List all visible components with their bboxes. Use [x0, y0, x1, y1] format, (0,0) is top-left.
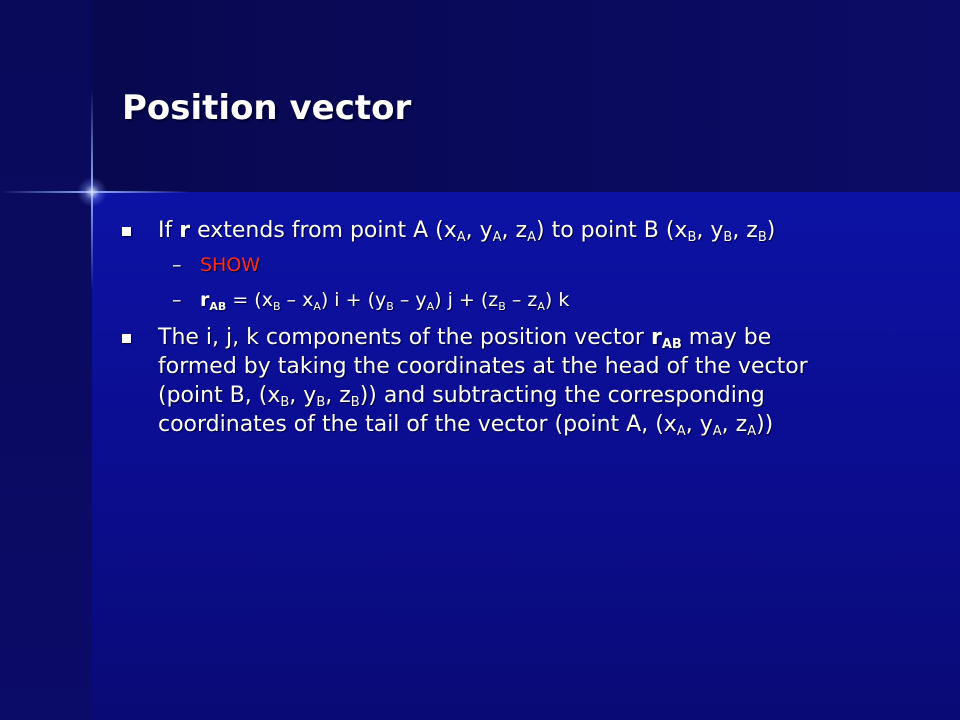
- vector-r: r: [179, 218, 191, 243]
- dash-bullet-icon: –: [172, 254, 182, 276]
- left-band: [0, 0, 92, 720]
- vector-r: r: [650, 325, 662, 350]
- show-label: SHOW: [200, 254, 261, 276]
- bullet-list: [120, 216, 840, 447]
- square-bullet-icon: [122, 227, 131, 236]
- dash-bullet-icon: –: [172, 289, 182, 311]
- bullet-item-r-extends: If r extends from point A ($x_A$, $y_A$, $z_A$) to point B ($x_B$, $y_B$, $z_B$): [120, 216, 840, 245]
- vector-r: r: [200, 289, 210, 311]
- sub-item-formula: – $r_{AB} = (x_B - x_A) i + (y_B - y_A) j + (z_B - z_A)$ k: [172, 289, 570, 313]
- slide-title: Position vector: [122, 88, 412, 128]
- light-flare-core: [77, 177, 107, 207]
- square-bullet-icon: [122, 334, 131, 343]
- sub-item-show: [120, 253, 840, 278]
- bullet-item-components: The i, j, k components of the position vector $r_{AB}$ may be formed by taking the coordinates at the head of the vector (point B, ($x_B$, $y_B$, $z_B$)) and subtracting the corresponding coordinates of the tail of the vector (point A, ($x_A$, $y_A$, $z_A$)): [120, 323, 840, 439]
